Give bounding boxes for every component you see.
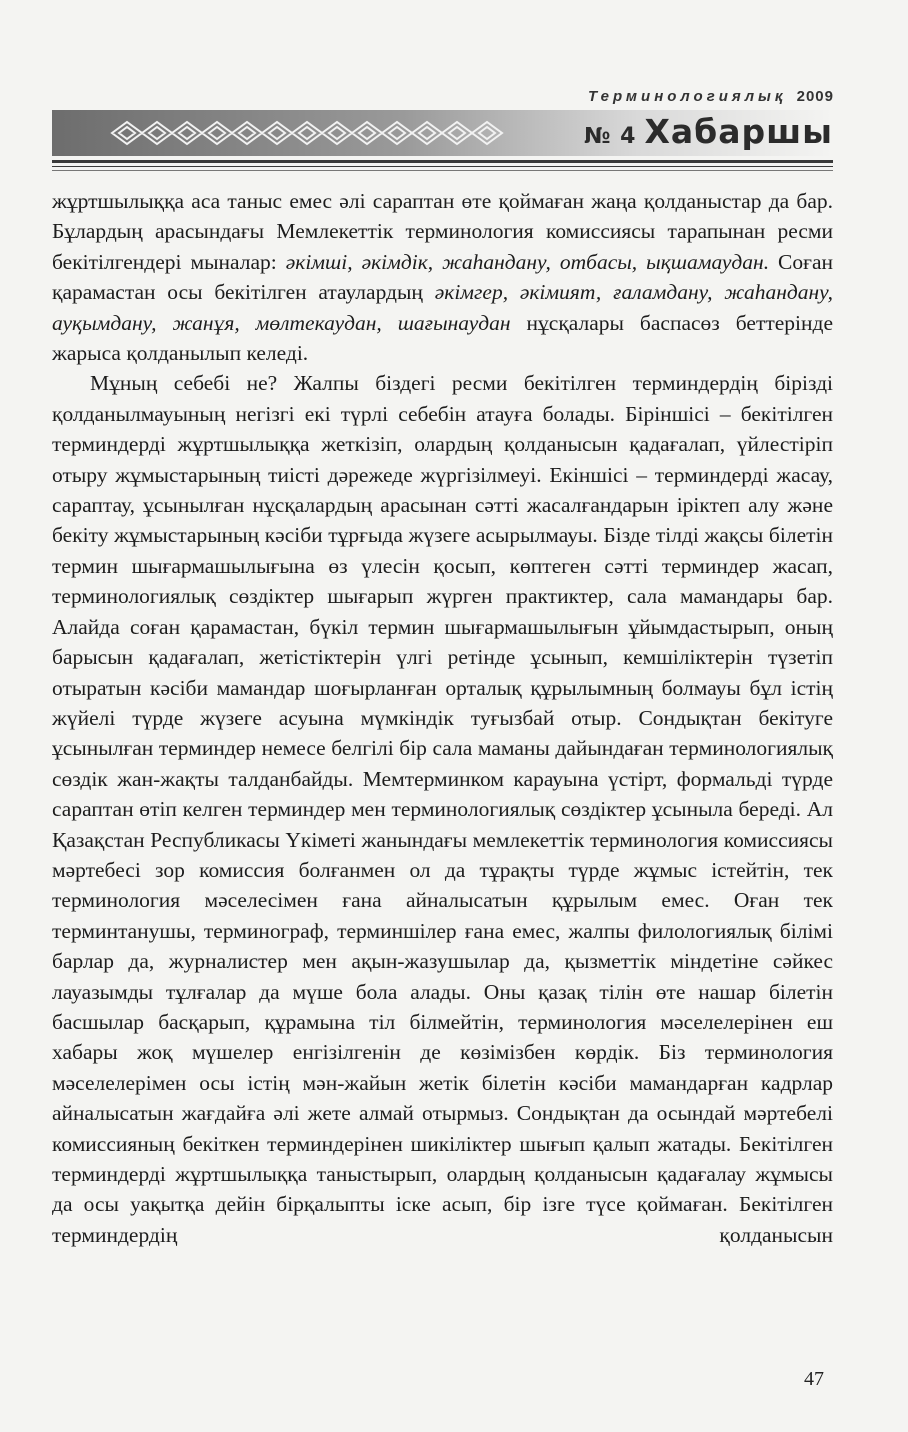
journal-name: Терминологиялық [588, 88, 787, 105]
ornament-pattern [107, 118, 507, 148]
issue-title [584, 112, 833, 151]
header-banner [52, 110, 833, 156]
issue-number: № 4 [584, 124, 637, 149]
article-body [52, 186, 833, 1250]
paragraph-2: Мұның себебі не? Жалпы біздегі ресми бекітілген терминдердің бірізді қолданылмауының негізгі екі түрлі себебін атауға болады. Біріншісі – бекітілген терминдерді жұртшылыққа жеткізіп, олардың қолданысын қадағалап, үйлестіріп отыру жұмыстарының тиісті дәрежеде жүргізілмеуі. Екіншісі – терминдерді жасау, сараптау, ұсынылған нұсқалардың арасынан сәтті жасалғандарын іріктеп алу және бекіту жұмыстарының кәсіби тұрғыда жүзеге асырылмауы. Бізде тілді жақсы білетін термин шығармашылығына өз үлесін қосып, көптеген сәтті терминдер жасап, терминологиялық сөздіктер шығарып жүрген практиктер, сала мамандары бар. Алайда соған қарамастан, бүкіл термин шығармашылығын ұйымдастырып, оның барысын қадағалап, жетістіктерін үлгі ретінде ұсынып, кемшіліктерін түзетіп отыратын кәсіби мамандар шоғырланған орталық құрылымның болмауы бұл істің жүйелі түрде жүзеге асуына мүмкіндік туғызбай отыр. Сондықтан бекітуге ұсынылған терминдер немесе белгілі бір сала маманы дайындаған терминологиялық сөздік жан-жақты талданбайды. Мемтерминком карауына үстірт, формальді түрде сараптан өтіп келген терминдер мен терминологиялық сөздіктер ұсынылa береді. Ал Қазақстан Республикасы Үкіметі жанындағы мемлекеттік терминология комиссиясы мәртебесі зор комиссия болғанмен ол да тұрақты түрде жұмыс істейтін, тек терминология мәселесімен ғана айналысатын құрылым емес. Оған тек терминтанушы, терминограф, терминшілер ғана емес, жалпы филологиялық білімі барлар да, журналистер мен ақын-жазушылар да, қызметтік міндетіне сәйкес лауазымды тұлғалар да мүше бола алады. Оны қазақ тілін өте нашар білетін басшылар басқарып, құрамына тіл білмейтін, терминология мәселелерінен еш хабары жоқ мүшелер енгізілгенін де көзімізбен көрдік. Біз терминология мәселелерімен осы істің мән-жайын жетік білетін кәсіби мамандарған кадрлар айналысатын жағдайға әлі жете алмай отырмыз. Сондықтан да осындай мәртебелі комиссияның бекіткен терминдерінен шикіліктер шығып қалып жатады. Бекітілген терминдерді жұртшылыққа таныстырып, олардың қолданысын қадағалау жұмысы да осы уақытқа дейін бірқалыпты іске асып, бір ізге түсе қоймаған. Бекітілген терминдердің қолданысын [52, 371, 833, 1247]
journal-title: Хабаршы [644, 112, 833, 151]
italic-terms-approved: әкімші, әкімдік, жаһандану, отбасы, ықшамаудан. [285, 249, 770, 274]
header-rule [52, 170, 833, 171]
italic-terms-variants: әкімгер, әкімият, ғаламдану, жаһандану, ауқымдану, жанұя, мөлтекаудан, шағынаудан [52, 280, 834, 335]
paragraph-1: жұртшылыққа аса таныс емес әлі сараптан өте қоймаған жаңа қолданыстар да бар. Бұлардың арасындағы Мемлекеттік терминология комиссиясы тарапынан ресми бекітілгендері мыналар: әкімші, әкімдік, жаһандану, отбасы, ықшамаудан. Соған қарамастан осы бекітілген атаулардың әкімгер, әкімият, ғаламдану, жаһандану, ауқымдану, жанұя, мөлтекаудан, шағынаудан нұсқалары баспасөз беттерінде жарыса қолданылып келеді. [52, 189, 834, 366]
journal-name-header [588, 88, 834, 105]
journal-year: 2009 [796, 88, 834, 105]
page-number: 47 [804, 1368, 824, 1390]
header-rule [52, 160, 833, 163]
header-rule [52, 166, 833, 167]
